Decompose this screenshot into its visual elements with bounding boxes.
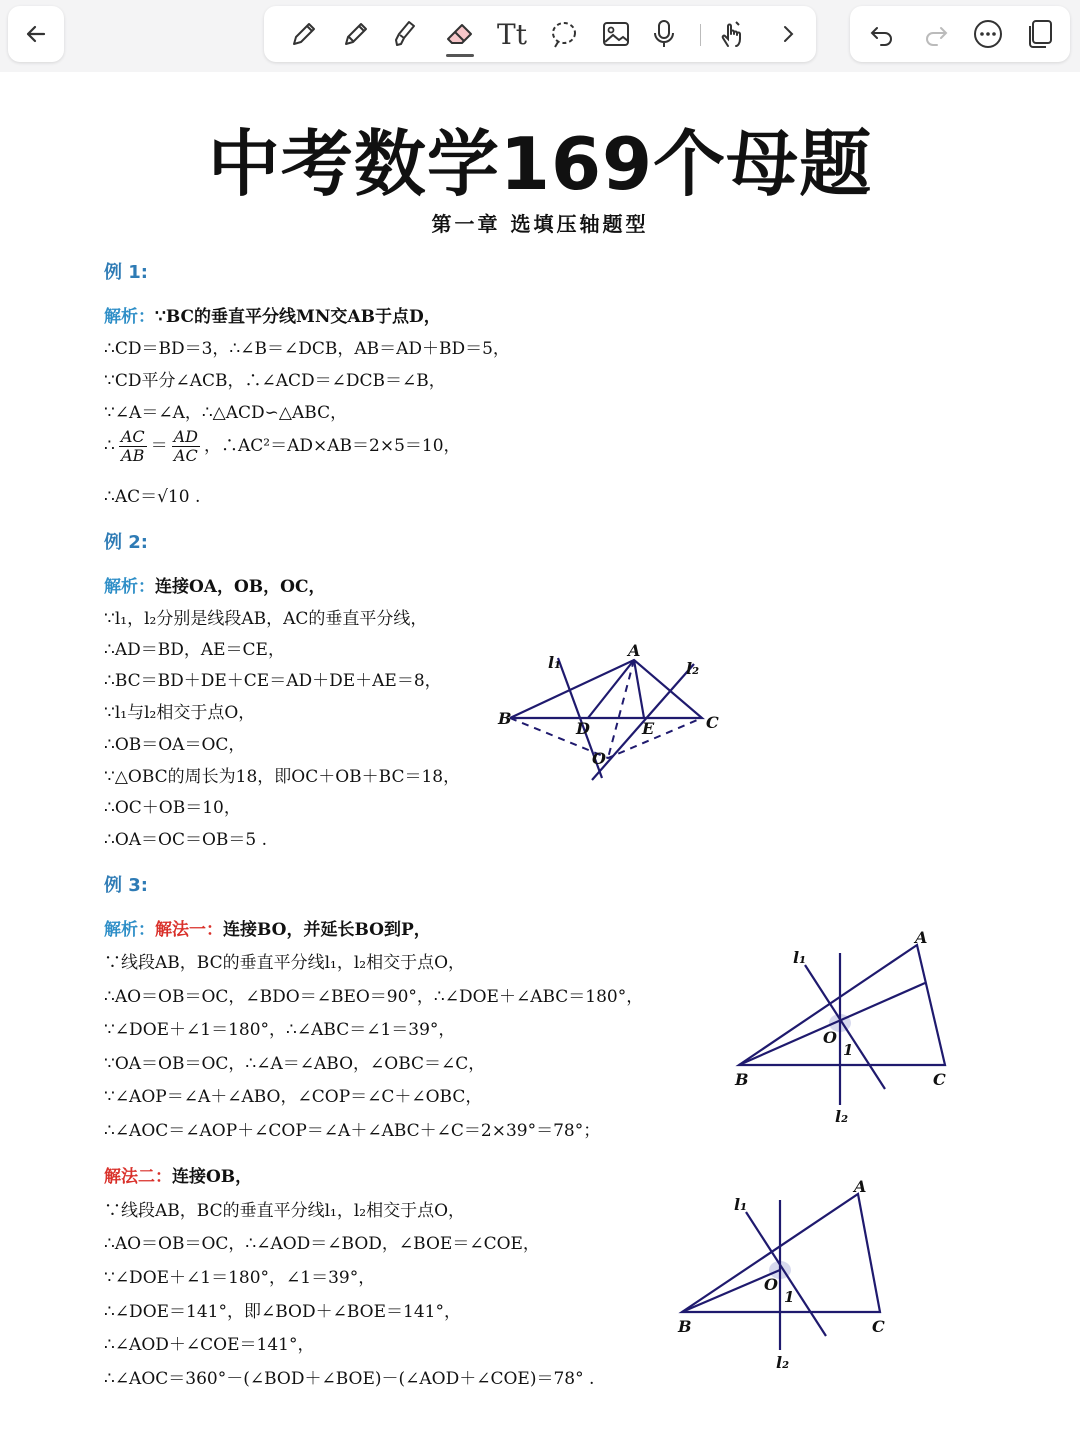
fraction-numerator: AC bbox=[120, 427, 145, 446]
ex3-line: ∵∠DOE＋∠1＝180°，∴∠ABC＝∠1＝39°， bbox=[104, 1020, 456, 1040]
drawing-tools bbox=[264, 6, 816, 62]
ex1-line-text: ∵BC的垂直平分线MN交AB于点D， bbox=[155, 307, 441, 327]
ex2-line: ∴OB＝OA＝OC， bbox=[104, 735, 246, 755]
lasso-tool-button[interactable] bbox=[544, 16, 584, 52]
label-a: A bbox=[854, 1177, 867, 1196]
ex2-line: ∴OC＋OB＝10， bbox=[104, 798, 241, 818]
analysis-label: 解析： bbox=[104, 307, 155, 327]
more-options-button[interactable] bbox=[968, 16, 1008, 52]
ex1-fraction-line bbox=[104, 428, 461, 465]
redo-button[interactable] bbox=[916, 16, 956, 52]
label-o: O bbox=[592, 749, 606, 768]
fraction-denominator: AB bbox=[121, 446, 145, 465]
ex2-line: ∵l₁与l₂相交于点O， bbox=[104, 703, 256, 723]
example-3-figure-2 bbox=[668, 1172, 898, 1377]
undo-button[interactable] bbox=[862, 16, 902, 52]
label-d: D bbox=[576, 719, 590, 738]
ex1-line bbox=[104, 302, 441, 327]
analysis-label: 解析： bbox=[104, 920, 155, 940]
ex3-line: ∵∠AOP＝∠A＋∠ABO，∠COP＝∠C＋∠OBC， bbox=[104, 1087, 483, 1107]
line-l1 bbox=[805, 965, 885, 1089]
microphone-tool-button[interactable] bbox=[644, 16, 684, 52]
pencil-tool-button[interactable] bbox=[336, 16, 376, 52]
label-c: C bbox=[933, 1070, 946, 1089]
label-b: B bbox=[498, 709, 512, 728]
image-tool-button[interactable] bbox=[596, 16, 636, 52]
example-1-heading: 例 1: bbox=[104, 262, 148, 283]
text-tool-button[interactable] bbox=[492, 16, 532, 52]
back-button[interactable] bbox=[8, 6, 64, 62]
more-tools-button[interactable] bbox=[768, 16, 808, 52]
label-c: C bbox=[872, 1317, 885, 1336]
label-l1: l₁ bbox=[548, 653, 562, 672]
ex3-method2-line: ∵∠DOE＋∠1＝180°，∠1＝39°， bbox=[104, 1268, 376, 1288]
label-l2: l₂ bbox=[686, 659, 700, 678]
fraction bbox=[172, 428, 200, 465]
document-actions bbox=[850, 6, 1070, 62]
ex3-line: ∴∠AOC＝∠AOP＋∠COP＝∠A＋∠ABC＋∠C＝2×39°＝78°； bbox=[104, 1121, 601, 1141]
label-angle-1: 1 bbox=[843, 1041, 854, 1059]
ex3-line-text: 连接OB， bbox=[172, 1167, 253, 1187]
highlighter-icon bbox=[392, 18, 424, 50]
ex3-line: ∴AO＝OB＝OC，∠BDO＝∠BEO＝90°，∴∠DOE＋∠ABC＝180°， bbox=[104, 987, 644, 1007]
line-bo-extended bbox=[739, 983, 925, 1065]
example-3-heading: 例 3: bbox=[104, 875, 148, 896]
ex1-line-text: ∴ bbox=[104, 436, 115, 456]
page-title: 中考数学169个母题 bbox=[207, 122, 873, 206]
ex2-line: ∵△OBC的周长为18，即OC＋OB＋BC＝18， bbox=[104, 767, 461, 787]
microphone-icon bbox=[648, 18, 680, 50]
ex3-method2-line: ∴∠AOC＝360°－(∠BOD＋∠BOE)－(∠AOD＋∠COE)＝78° . bbox=[104, 1369, 595, 1389]
top-toolbar bbox=[0, 0, 1080, 72]
ex1-line-text: ，∴AC²＝AD×AB＝2×5＝10， bbox=[204, 436, 461, 456]
ex2-line: ∴BC＝BD＋DE＋CE＝AD＋DE＋AE＝8， bbox=[104, 671, 442, 691]
active-tool-indicator bbox=[446, 54, 474, 57]
ex2-line: ∴AD＝BD，AE＝CE， bbox=[104, 640, 285, 660]
ex2-line-text: 连接OA，OB，OC， bbox=[155, 577, 326, 597]
label-l2: l₂ bbox=[835, 1107, 849, 1126]
eraser-icon bbox=[443, 18, 477, 50]
dashed-lines bbox=[510, 660, 702, 758]
touch-mode-button[interactable] bbox=[712, 16, 752, 52]
method-2-label: 解法二： bbox=[104, 1167, 172, 1187]
copy-button[interactable] bbox=[1020, 16, 1060, 52]
touch-icon bbox=[716, 18, 748, 50]
more-icon bbox=[972, 18, 1004, 50]
label-o: O bbox=[823, 1028, 837, 1047]
highlighter-tool-button[interactable] bbox=[388, 16, 428, 52]
arrow-left-icon bbox=[22, 20, 50, 48]
pen-tool-button[interactable] bbox=[284, 16, 324, 52]
label-b: B bbox=[735, 1070, 749, 1089]
ex3-method2-line: ∴∠AOD＋∠COE＝141°， bbox=[104, 1335, 315, 1355]
label-e: E bbox=[642, 719, 655, 738]
ex2-line bbox=[104, 572, 326, 597]
ex1-line: ∴AC＝√10 . bbox=[104, 487, 201, 507]
ex3-method2-line: ∴∠DOE＝141°，即∠BOD＋∠BOE＝141°， bbox=[104, 1302, 461, 1322]
label-o: O bbox=[764, 1275, 778, 1294]
example-2-heading: 例 2: bbox=[104, 532, 148, 553]
fraction-numerator: AD bbox=[173, 427, 199, 446]
fraction bbox=[119, 428, 147, 465]
eraser-tool-button[interactable] bbox=[440, 16, 480, 52]
lasso-icon bbox=[548, 18, 580, 50]
chapter-heading: 第一章 选填压轴题型 bbox=[431, 212, 649, 236]
figure-lines bbox=[682, 1194, 880, 1350]
method-1-label: 解法一： bbox=[155, 920, 223, 940]
ex2-line: ∴OA＝OC＝OB＝5 . bbox=[104, 830, 268, 850]
example-3-figure-1 bbox=[725, 925, 955, 1130]
label-a: A bbox=[628, 641, 641, 660]
label-c: C bbox=[706, 713, 719, 732]
undo-icon bbox=[868, 20, 896, 48]
pencil-icon bbox=[340, 18, 372, 50]
label-angle-1: 1 bbox=[784, 1288, 795, 1306]
example-2-figure bbox=[490, 640, 730, 785]
label-a: A bbox=[915, 928, 928, 947]
text-icon: Tt bbox=[497, 17, 527, 51]
segments-ob-oc bbox=[510, 718, 702, 758]
ex3-method2-line bbox=[104, 1162, 252, 1187]
equals-sign: ＝ bbox=[150, 436, 168, 456]
ex3-line-text: 连接BO，并延长BO到P， bbox=[223, 920, 431, 940]
ex3-method2-line: ∵线段AB，BC的垂直平分线l₁，l₂相交于点O， bbox=[104, 1201, 466, 1221]
label-l2: l₂ bbox=[776, 1353, 790, 1372]
analysis-label: 解析： bbox=[104, 577, 155, 597]
triangle-abc bbox=[739, 945, 945, 1065]
label-b: B bbox=[678, 1317, 692, 1336]
chevron-right-icon bbox=[776, 22, 800, 46]
ex1-line: ∵∠A＝∠A，∴△ACD∽△ABC， bbox=[104, 403, 348, 423]
label-l1: l₁ bbox=[793, 948, 807, 967]
ex3-line bbox=[104, 915, 431, 940]
ex3-line: ∵OA＝OB＝OC，∴∠A＝∠ABO，∠OBC＝∠C， bbox=[104, 1054, 486, 1074]
figure-lines bbox=[510, 658, 702, 780]
ex1-line: ∵CD平分∠ACB，∴∠ACD＝∠DCB＝∠B， bbox=[104, 371, 446, 391]
copy-icon bbox=[1024, 18, 1056, 50]
ex2-line: ∵l₁，l₂分别是线段AB，AC的垂直平分线， bbox=[104, 609, 428, 629]
ex3-line: ∵线段AB，BC的垂直平分线l₁，l₂相交于点O， bbox=[104, 953, 466, 973]
redo-icon bbox=[922, 20, 950, 48]
toolbar-divider bbox=[700, 24, 701, 46]
ex3-method2-line: ∴AO＝OB＝OC，∴∠AOD＝∠BOD，∠BOE＝∠COE， bbox=[104, 1234, 540, 1254]
label-l1: l₁ bbox=[734, 1195, 748, 1214]
ex1-line: ∴CD＝BD＝3，∴∠B＝∠DCB，AB＝AD＋BD＝5， bbox=[104, 339, 510, 359]
pencil-icon bbox=[288, 18, 320, 50]
line-l1 bbox=[746, 1212, 826, 1336]
image-icon bbox=[600, 18, 632, 50]
fraction-denominator: AC bbox=[173, 446, 198, 465]
